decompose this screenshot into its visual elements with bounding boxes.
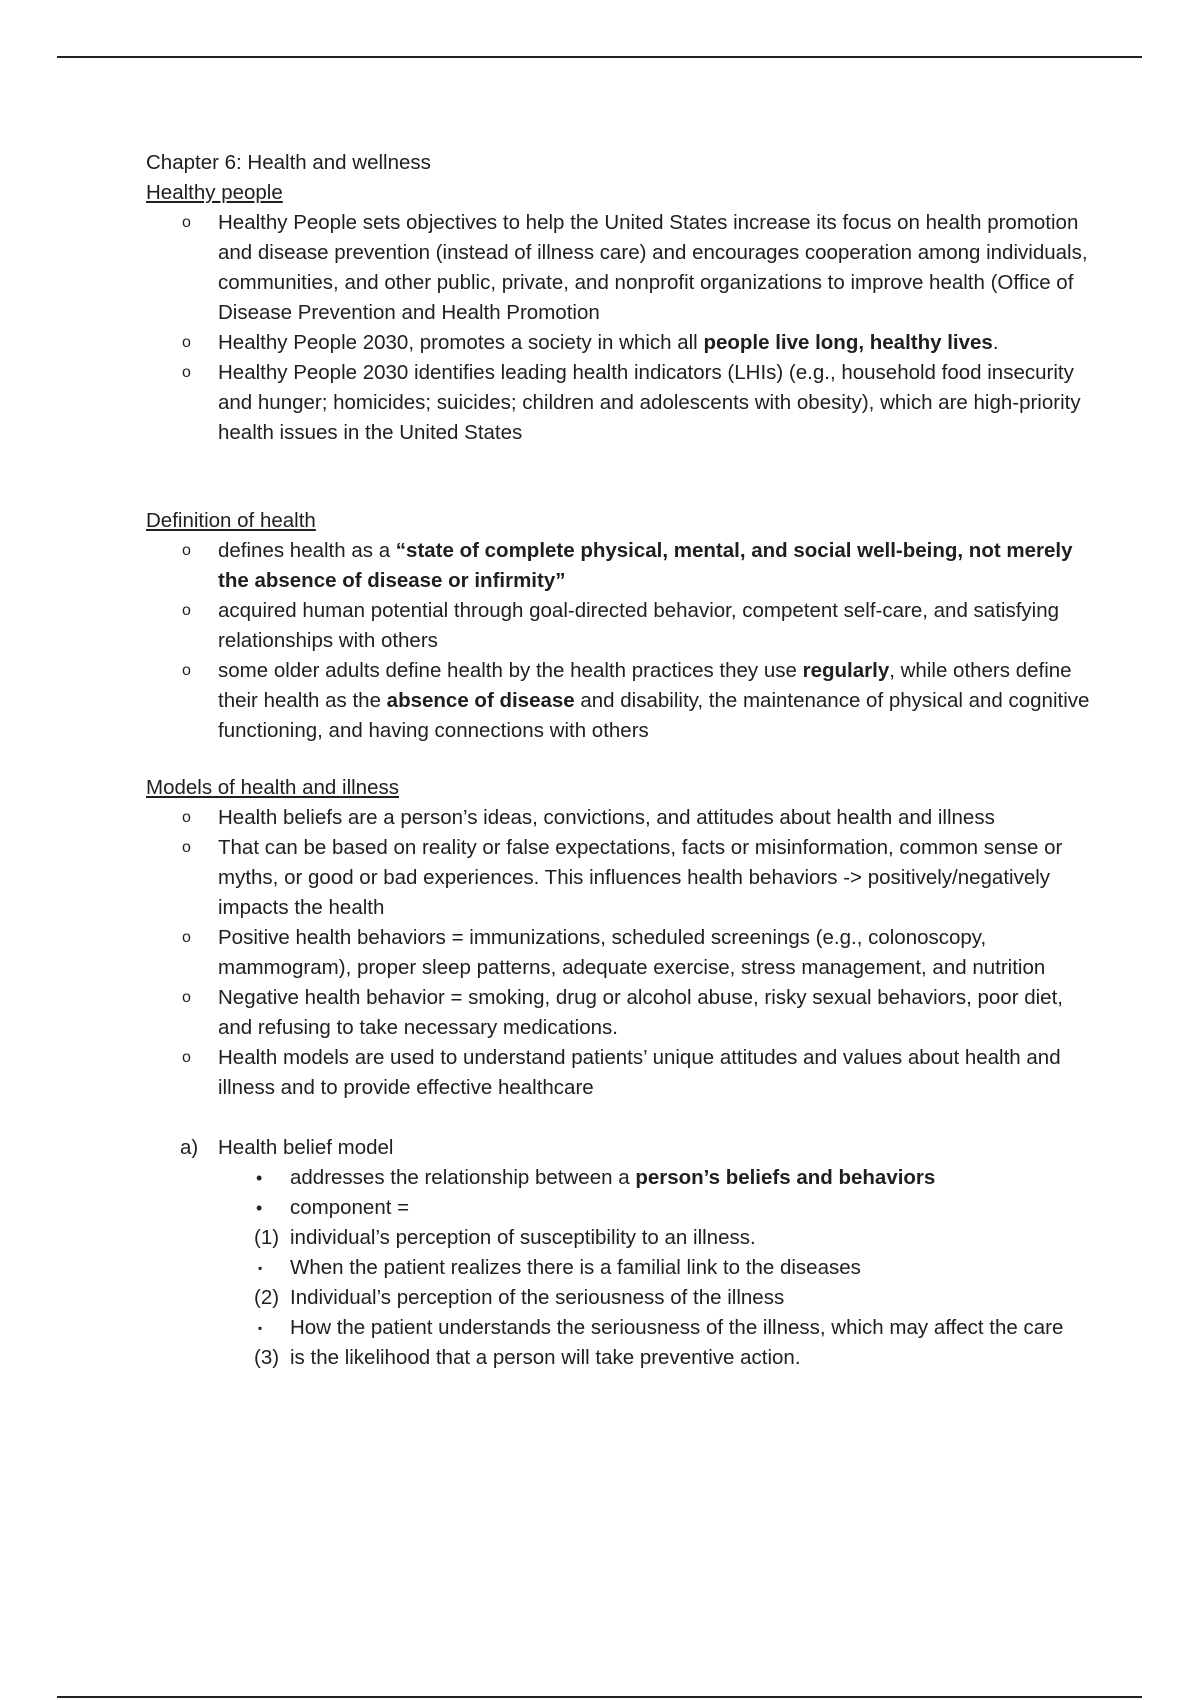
document-body xyxy=(146,148,1096,1373)
list-item xyxy=(146,983,1096,1043)
text-run: Healthy People 2030, promotes a society in which all xyxy=(218,331,704,354)
component-text: Individual’s perception of the seriousness of the illness xyxy=(290,1286,785,1309)
bullet-list xyxy=(146,208,1096,448)
bold-run: “state of complete physical, mental, and social well-being, not merely the absence of disease or infirmity” xyxy=(218,539,1073,592)
component-text: is the likelihood that a person will take preventive action. xyxy=(290,1346,801,1369)
bold-run: regularly xyxy=(802,659,890,682)
bold-run: people live long, healthy lives xyxy=(703,331,993,354)
bullet-list xyxy=(146,536,1096,746)
circle-bullet: o xyxy=(182,989,191,1006)
section-heading: Definition of health xyxy=(146,509,316,532)
component-text: When the patient realizes there is a familial link to the diseases xyxy=(290,1256,861,1279)
page-title: Chapter 6: Health and wellness xyxy=(146,151,431,174)
text-run: , while others define their health as the xyxy=(218,659,1072,712)
text-run: Negative health behavior = smoking, drug or alcohol abuse, risky sexual behaviors, poor diet, and refusing to take necessary medications. xyxy=(218,986,1063,1039)
list-item xyxy=(146,536,1096,596)
circle-bullet: o xyxy=(182,929,191,946)
item-text xyxy=(218,1046,1061,1099)
circle-bullet: o xyxy=(182,542,191,559)
circle-bullet: o xyxy=(182,364,191,381)
bold-run: person’s beliefs and behaviors xyxy=(635,1166,936,1189)
list-item xyxy=(146,208,1096,328)
dot-bullet: • xyxy=(256,1168,263,1188)
section-definition-of-health xyxy=(146,506,1096,746)
component-item xyxy=(254,1283,1096,1313)
list-item xyxy=(146,656,1096,746)
circle-bullet: o xyxy=(182,809,191,826)
list-item xyxy=(146,1043,1096,1103)
text-run: Health models are used to understand patients’ unique attitudes and values about health and illness and to provide effective healthcare xyxy=(218,1046,1061,1099)
circle-bullet: o xyxy=(182,662,191,679)
text-run: acquired human potential through goal-directed behavior, competent self-care, and satisfying relationships with others xyxy=(218,599,1060,652)
section-models-of-health xyxy=(146,773,1096,1373)
list-item xyxy=(146,833,1096,923)
model-point xyxy=(218,1163,1096,1193)
section-heading: Healthy people xyxy=(146,181,283,204)
model-points xyxy=(218,1163,1096,1373)
circle-bullet: o xyxy=(182,1049,191,1066)
text-run: . xyxy=(992,331,999,354)
model-point xyxy=(218,1193,1096,1373)
text-run: Health beliefs are a person’s ideas, convictions, and attitudes about health and illness xyxy=(218,806,995,829)
item-text xyxy=(218,539,1072,592)
text-run: addresses the relationship between a xyxy=(290,1166,636,1189)
section-healthy-people xyxy=(146,178,1096,448)
component-marker: (2) xyxy=(254,1286,280,1309)
list-item xyxy=(146,358,1096,448)
header-rule xyxy=(57,56,1142,58)
component-marker: (1) xyxy=(254,1226,280,1249)
item-text xyxy=(218,806,995,829)
text-run: and disability, the maintenance of physical and cognitive functioning, and having connections with others xyxy=(218,689,1090,742)
dot-bullet: • xyxy=(256,1198,263,1218)
bullet-list xyxy=(146,803,1096,1103)
bold-run: absence of disease xyxy=(386,689,575,712)
circle-bullet: o xyxy=(182,602,191,619)
item-text xyxy=(218,926,1045,979)
text-run: Positive health behaviors = immunizations, scheduled screenings (e.g., colonoscopy, mammogram), proper sleep patterns, adequate exercise, stress management, and nutrition xyxy=(218,926,1046,979)
point-text xyxy=(290,1166,935,1189)
item-text xyxy=(218,211,1088,324)
list-item xyxy=(146,923,1096,983)
item-text xyxy=(218,361,1081,444)
component-item xyxy=(254,1313,1096,1343)
circle-bullet: o xyxy=(182,214,191,231)
text-run: component = xyxy=(290,1196,410,1219)
model-title: Health belief model xyxy=(218,1136,394,1159)
component-text: How the patient understands the seriousness of the illness, which may affect the care xyxy=(290,1316,1064,1339)
component-item xyxy=(254,1343,1096,1373)
component-item xyxy=(254,1223,1096,1253)
item-text xyxy=(218,599,1059,652)
component-marker: (3) xyxy=(254,1346,280,1369)
item-text xyxy=(218,659,1089,742)
point-text xyxy=(290,1196,409,1219)
circle-bullet: o xyxy=(182,334,191,351)
text-run: Healthy People 2030 identifies leading health indicators (LHIs) (e.g., household food insecurity and hunger; homicides; suicides; children and adolescents with obesity), which are high-priority health issues in the United States xyxy=(218,361,1081,444)
component-text: individual’s perception of susceptibility to an illness. xyxy=(290,1226,756,1249)
text-run: Healthy People sets objectives to help the United States increase its focus on health promotion and disease prevention (instead of illness care) and encourages cooperation among individuals, communities, and other public, private, and nonprofit organizations to improve health (Office of Disease Prevention and Health Promotion xyxy=(218,211,1088,324)
component-list xyxy=(254,1223,1096,1373)
section-heading: Models of health and illness xyxy=(146,776,399,799)
item-text xyxy=(218,836,1062,919)
square-bullet: ▪ xyxy=(258,1321,263,1335)
model-marker: a) xyxy=(180,1136,199,1159)
component-item xyxy=(254,1253,1096,1283)
text-run: defines health as a xyxy=(218,539,396,562)
list-item xyxy=(146,803,1096,833)
model-list xyxy=(146,1133,1096,1373)
footer-rule xyxy=(57,1696,1142,1698)
list-item xyxy=(146,328,1096,358)
list-item xyxy=(146,596,1096,656)
square-bullet: ▪ xyxy=(258,1261,263,1275)
text-run: That can be based on reality or false expectations, facts or misinformation, common sense or myths, or good or bad experiences. This influences health behaviors -> positively/negatively impacts the health xyxy=(218,836,1063,919)
item-text xyxy=(218,986,1063,1039)
item-text xyxy=(218,331,999,354)
text-run: some older adults define health by the health practices they use xyxy=(218,659,803,682)
model-item xyxy=(146,1133,1096,1373)
circle-bullet: o xyxy=(182,839,191,856)
